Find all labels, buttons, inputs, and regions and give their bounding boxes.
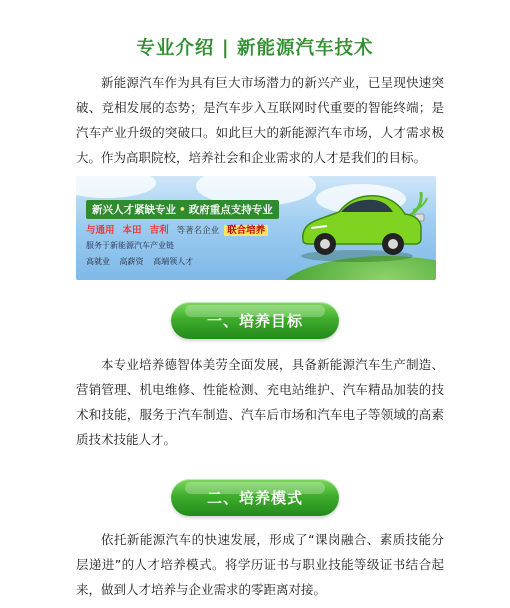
promo-banner (76, 176, 436, 280)
brand-1: 本田 (122, 225, 142, 236)
section-heading-mode (171, 479, 339, 516)
brand-small: 等著名企业 (176, 226, 220, 236)
banner-tag: 高薪资 (119, 257, 144, 266)
section-heading-label: 二、培养模式 (206, 489, 303, 507)
banner-slogan: 新兴人才紧缺专业 • 政府重点支持专业 (86, 200, 279, 219)
brand-2: 吉利 (149, 225, 169, 236)
banner-tags (86, 256, 200, 267)
section-heading-label: 一、培养目标 (206, 312, 303, 330)
intro-paragraph: 新能源汽车作为具有巨大市场潜力的新兴产业，已呈现快速突破、竞相发展的态势；是汽车步入互联网时代重要的智能终端；是汽车产业升级的突破口。如此巨大的新能源汽车市场，人才需求极大。作为高职院校，培养社会和企业需求的人才是我们的目标。 (76, 75, 444, 165)
banner-tag: 高就业 (86, 257, 110, 266)
electric-car-icon (291, 180, 431, 270)
page-title: 专业介绍 | 新能源汽车技术 (136, 38, 374, 59)
goals-paragraph: 本专业培养德智体美劳全面发展，具备新能源汽车生产制造、营销管理、机电维修、性能检测、充电站维护、汽车精品加装的技术和技能，服务于汽车制造、汽车后市场和汽车电子等领域的高素质技术技能人才。 (76, 357, 444, 447)
section-heading-goals (171, 302, 339, 339)
brand-highlight: 联合培养 (224, 225, 268, 236)
mode-paragraph: 依托新能源汽车的快速发展，形成了“课岗融合、素质技能分层递进”的人才培养模式。将学历证书与职业技能等级证书结合起来，做到人才培养与企业需求的零距离对接。 (76, 532, 444, 597)
slogan-right: 政府重点支持专业 (188, 204, 273, 216)
cloud-shape (76, 176, 156, 198)
banner-brands (86, 222, 273, 236)
slogan-left: 新兴人才紧缺专业 (92, 204, 176, 216)
brand-0: 与通用 (86, 225, 115, 236)
banner-subline: 服务于新能源汽车产业链 (86, 241, 174, 250)
banner-tag: 高端领人才 (153, 257, 194, 266)
